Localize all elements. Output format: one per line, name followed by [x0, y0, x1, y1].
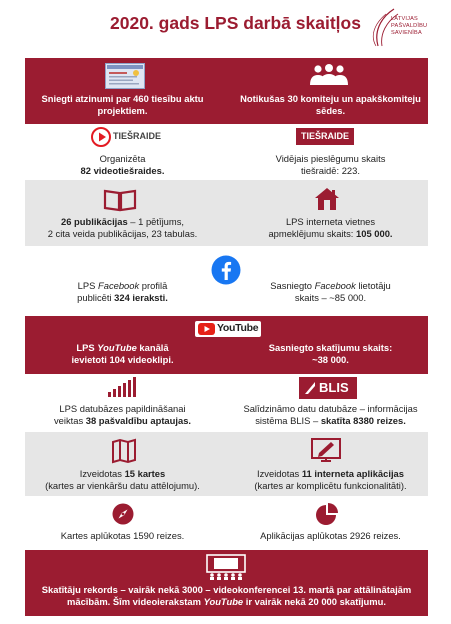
database-line2 — [25, 415, 220, 427]
apps-line1 — [233, 468, 428, 480]
streams-bold-text: 82 videotiešraides. — [80, 165, 165, 177]
website-bold: 105 000. — [356, 228, 393, 240]
publications-bold: 26 publikācijas — [61, 216, 128, 227]
youtube-play-icon — [198, 323, 215, 335]
record-line2-italic: YouTube — [203, 596, 244, 608]
publications-line2: 2 cita veida publikācijas, 23 tabulas. — [47, 228, 198, 240]
blis-line1: Salīdzināmo datu datubāze – informācijas — [243, 403, 418, 414]
streams-line1: Organizēta — [99, 153, 146, 164]
meetings-bold-text: Notikušas 30 komiteju un apakškomiteju sēdes. — [240, 93, 421, 117]
viewers-text — [233, 153, 428, 177]
fb-posts-bold: 324 ieraksti. — [114, 292, 168, 304]
pencil-screen-icon — [311, 437, 341, 465]
viewers-line1: Vidējais pieslēgumu skaits — [275, 153, 386, 164]
band-facebook — [25, 246, 428, 316]
band-views — [25, 496, 428, 550]
yt-clips-post: kanālā — [136, 342, 169, 353]
database-bold: 38 pašvaldību aptaujas. — [85, 415, 192, 427]
tiesraide-logo-text-1: TIEŠRAIDE — [113, 131, 162, 141]
apps-bold: 11 interneta aplikācijas — [301, 468, 404, 479]
record-line2-pre: mācībām. Šīm videoierakstam — [67, 596, 204, 608]
compass-icon — [112, 503, 134, 525]
youtube-clips-line1 — [25, 342, 220, 354]
publications-line1 — [25, 216, 220, 228]
map-icon — [111, 438, 137, 464]
maps-line2: (kartes ar vienkāršu datu attēlojumu). — [45, 480, 200, 492]
maps-pre: Izveidotas — [79, 468, 125, 479]
website-line2-text: apmeklējumu skaits: — [268, 228, 357, 240]
record-line2-post: ir vairāk nekā 20 000 skatījumu. — [243, 596, 386, 608]
blis-line2-text: sistēma BLIS – — [255, 415, 321, 427]
fb-posts-line2-text: publicēti — [77, 292, 115, 304]
header — [0, 0, 451, 52]
document-screen-icon — [105, 63, 145, 89]
record-text — [25, 584, 428, 608]
database-text — [25, 403, 220, 427]
database-line1: LPS datubāzes papildināšanai — [59, 403, 186, 414]
blis-swoosh-icon — [303, 380, 317, 396]
website-line1: LPS interneta vietnes — [285, 216, 376, 227]
blis-text — [233, 403, 428, 427]
apps-pre: Izveidotas — [257, 468, 302, 479]
band-youtube — [25, 316, 428, 374]
opinions-bold — [25, 93, 220, 117]
maps-bold: 15 kartes — [124, 468, 166, 479]
band-database-blis — [25, 374, 428, 432]
fb-posts-pre: LPS — [77, 280, 98, 291]
fb-users-post: lietotāju — [355, 280, 391, 291]
opinions-bold-text: Sniegti atzinumi par 460 tiesību aktu projektiem. — [41, 93, 204, 117]
apps-text — [233, 468, 428, 492]
pie-chart-icon — [315, 503, 339, 527]
map-views-line: Kartes aplūkotas 1590 reizes. — [60, 530, 185, 541]
tiesraide-badge — [296, 128, 354, 145]
website-line2 — [233, 228, 428, 240]
blis-logo — [299, 377, 357, 399]
youtube-views-line1 — [233, 342, 428, 354]
band-maps-apps — [25, 432, 428, 496]
yt-clips-italic: YouTube — [97, 342, 137, 353]
band-publications-website — [25, 180, 428, 246]
facebook-users-line2: skaits – ~85 000. — [294, 292, 367, 304]
fb-posts-post: profilā — [139, 280, 168, 291]
tiesraide-logo-text-2: TIEŠRAIDE — [300, 131, 349, 141]
maps-line1 — [25, 468, 220, 480]
record-line1: Skatītāju rekords – vairāk nekā 3000 – videokonferencei 13. martā par attālinātajām — [41, 584, 412, 595]
logo-text — [391, 16, 427, 37]
yt-clips-pre: LPS — [76, 342, 98, 353]
house-icon — [314, 186, 340, 212]
page-title: 2020. gads LPS darbā skaitļos — [110, 13, 361, 33]
facebook-posts-line1 — [25, 280, 220, 292]
viewers-line2: tiešraidē: 223. — [301, 165, 360, 177]
facebook-users-line1 — [233, 280, 428, 292]
fb-users-italic: Facebook — [314, 280, 356, 291]
youtube-clips-bold — [25, 354, 220, 366]
yt-clips-bold-text: ievietoti 104 videoklipi. — [71, 354, 174, 366]
logo-line-2: PAŠVALDĪBU — [391, 22, 428, 29]
facebook-posts-line2 — [25, 292, 220, 304]
logo-line-3: SAVIENĪBA — [391, 29, 422, 36]
website-text — [233, 216, 428, 240]
publications-rest: – 1 pētījums, — [127, 216, 184, 227]
tiesraide-play-logo — [91, 127, 162, 147]
record-line2 — [25, 596, 428, 608]
youtube-clips-text — [25, 342, 220, 366]
logo-line-1: LATVIJAS — [391, 16, 418, 22]
people-group-icon — [308, 64, 350, 86]
streams-text — [25, 153, 220, 177]
yt-views-line1-text: Sasniegto skatījumu skaits: — [268, 342, 393, 353]
map-views-text — [25, 530, 220, 542]
blis-logo-text: BLIS — [319, 380, 349, 395]
facebook-posts-text — [25, 280, 220, 304]
facebook-users-text — [233, 280, 428, 304]
youtube-views-bold — [233, 354, 428, 366]
blis-line2 — [233, 415, 428, 427]
open-book-icon — [103, 188, 137, 212]
fb-users-pre: Sasniegto — [270, 280, 315, 291]
meetings-bold — [233, 93, 428, 117]
yt-views-bold-text: ~38 000. — [312, 354, 349, 366]
streams-bold — [25, 165, 220, 177]
meetings-text — [233, 93, 428, 117]
youtube-logo — [195, 321, 261, 337]
fb-posts-italic: Facebook — [98, 280, 140, 291]
opinions-text — [25, 93, 220, 117]
band-record — [25, 550, 428, 616]
maps-text — [25, 468, 220, 492]
database-line2-text: veiktas — [53, 415, 86, 427]
play-circle-icon — [91, 127, 111, 147]
band-opinions-meetings — [25, 58, 428, 124]
apps-line2: (kartes ar komplicētu funkcionalitāti). — [254, 480, 407, 492]
youtube-views-text — [233, 342, 428, 366]
app-views-text — [233, 530, 428, 542]
publications-text — [25, 216, 220, 240]
bar-chart-icon — [107, 376, 137, 398]
blis-bold: skatīta 8380 reizes. — [320, 415, 406, 427]
app-views-line: Aplikācijas aplūkotas 2926 reizes. — [260, 530, 401, 541]
video-conference-icon — [206, 554, 246, 580]
band-livestreams — [25, 124, 428, 180]
youtube-logo-text: YouTube — [217, 322, 259, 334]
